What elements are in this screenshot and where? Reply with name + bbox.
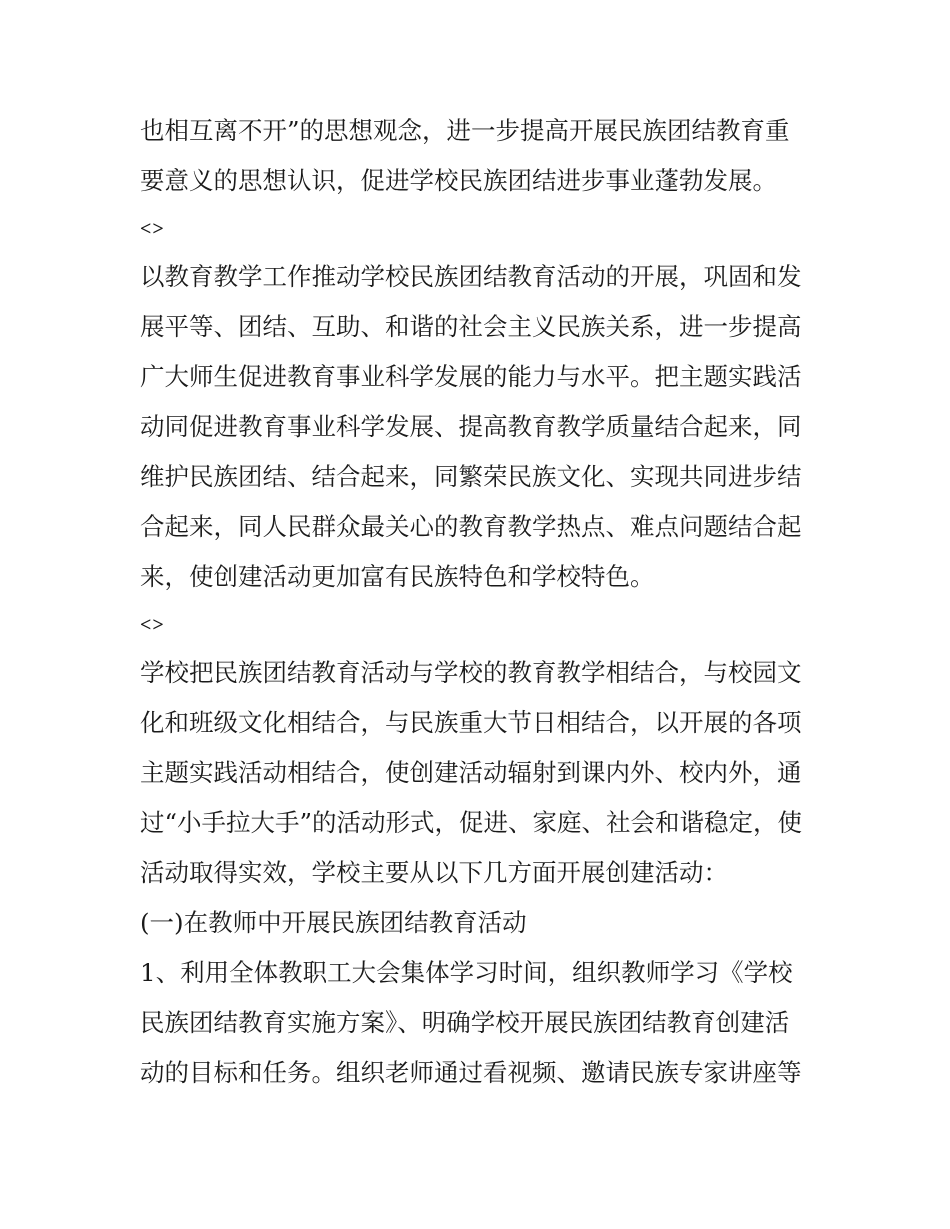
text-line: 化和班级文化相结合，与民族重大节日相结合，以开展的各项 bbox=[140, 708, 802, 737]
text-line: 来，使创建活动更加富有民族特色和学校特色。 bbox=[140, 562, 655, 591]
text-line: 也相互离不开”的思想观念，进一步提高开展民族团结教育重 bbox=[140, 116, 790, 145]
text-line: 动的目标和任务。组织老师通过看视频、邀请民族专家讲座等 bbox=[140, 1058, 802, 1087]
document-body bbox=[140, 106, 830, 1098]
section-heading: (一)在教师中开展民族团结教育活动 bbox=[140, 908, 527, 937]
text-line: 活动取得实效，学校主要从以下几方面开展创建活动： bbox=[140, 858, 728, 887]
text-line: 合起来，同人民群众最关心的教育教学热点、难点问题结合起 bbox=[140, 512, 802, 541]
text-line: 主题实践活动相结合，使创建活动辐射到课内外、校内外，通 bbox=[140, 758, 802, 787]
text-line: 维护民族团结、结合起来，同繁荣民族文化、实现共同进步结 bbox=[140, 462, 802, 491]
text-line: 学校把民族团结教育活动与学校的教育教学相结合，与校园文 bbox=[140, 658, 802, 687]
text-line: 展平等、团结、互助、和谐的社会主义民族关系，进一步提高 bbox=[140, 312, 802, 341]
text-line: 以教育教学工作推动学校民族团结教育活动的开展，巩固和发 bbox=[140, 262, 802, 291]
text-line: 要意义的思想认识，促进学校民族团结进步事业蓬勃发展。 bbox=[140, 166, 777, 195]
text-line: 广大师生促进教育事业科学发展的能力与水平。把主题实践活 bbox=[140, 362, 802, 391]
text-line: 1、利用全体教职工大会集体学习时间，组织教师学习《学校 bbox=[140, 958, 793, 987]
text-line: 过“小手拉大手”的活动形式，促进、家庭、社会和谐稳定，使 bbox=[140, 808, 803, 837]
text-line: 民族团结教育实施方案》、明确学校开展民族团结教育创建活 bbox=[140, 1008, 790, 1037]
section-marker: <> bbox=[140, 614, 165, 636]
text-line: 动同促进教育事业科学发展、提高教育教学质量结合起来，同 bbox=[140, 412, 802, 441]
section-marker: <> bbox=[140, 218, 165, 240]
